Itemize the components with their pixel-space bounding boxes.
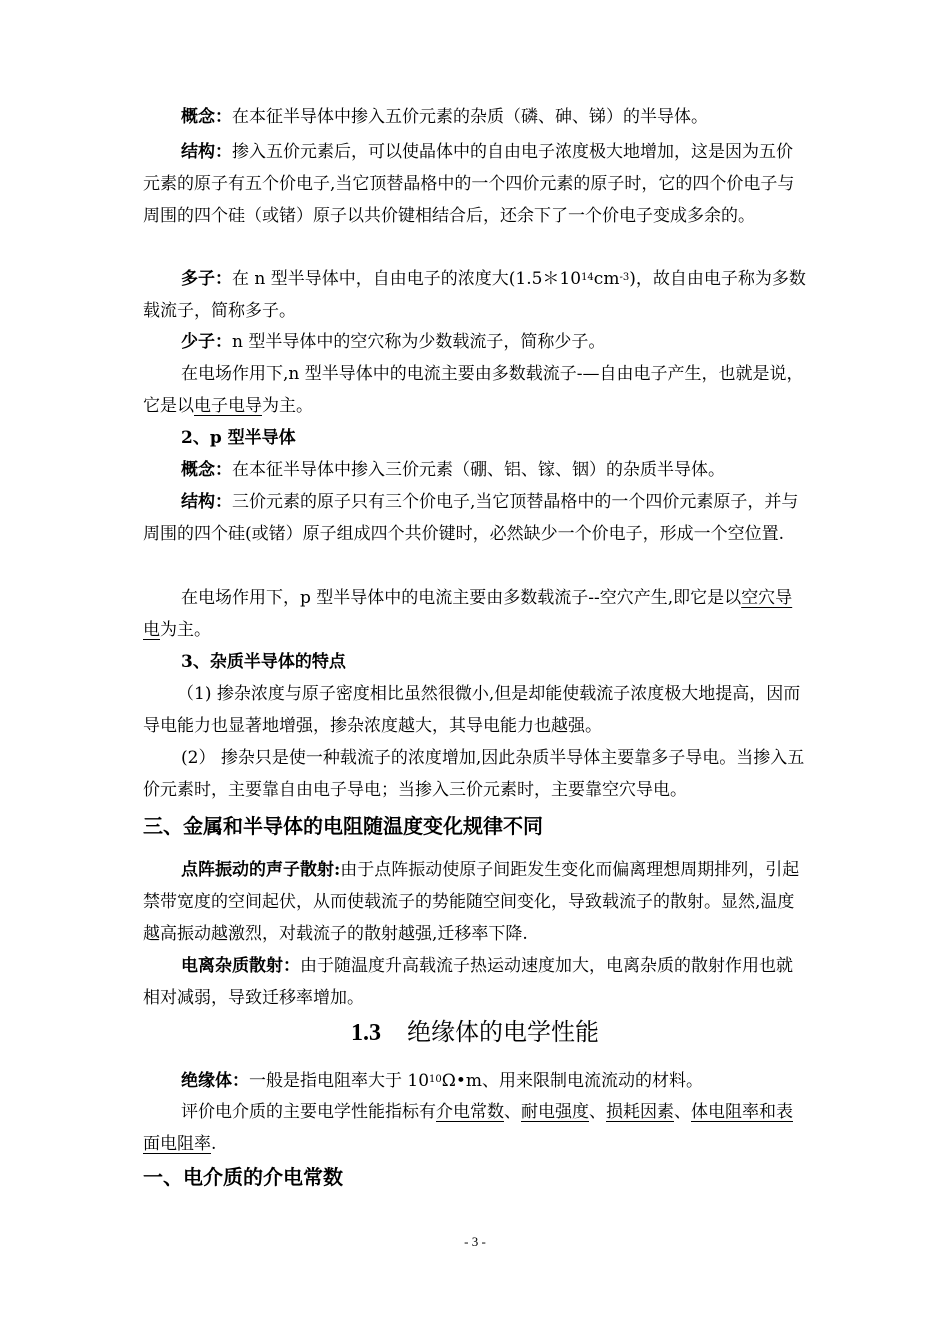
underlined-term: 损耗因素 [606, 1102, 674, 1122]
term-label: 结构： [181, 142, 232, 162]
page-number: - 3 - [464, 1234, 486, 1249]
paragraph-text: )，故自由电子称为多数载流子，简称多子。 [143, 269, 806, 321]
section-title: 绝缘体的电学性能 [407, 1018, 599, 1046]
paragraph-n-type-current [143, 358, 808, 422]
paragraph-text: 评价电介质的主要电学性能指标有 [181, 1102, 436, 1122]
paragraph-minority-carrier [143, 326, 808, 358]
section-heading [0, 1014, 950, 1051]
underlined-term: 体电阻率和表面电阻率 [143, 1102, 793, 1154]
term-label: 概念： [181, 107, 232, 127]
paragraph-text: 为主。 [160, 620, 211, 640]
paragraph-text: 一般是指电阻率大于 10 [249, 1071, 430, 1091]
underlined-term: 空穴导电 [143, 588, 793, 640]
paragraph-text: 在电场作用下，p 型半导体中的电流主要由多数载流子--空穴产生,即它是以 [181, 588, 742, 608]
underlined-term: 介电常数 [436, 1102, 504, 1122]
paragraph-phonon-scattering [143, 854, 808, 950]
paragraph-dielectric-indicators [143, 1096, 808, 1160]
paragraph-n-type-structure [143, 136, 808, 232]
paragraph-text: 在本征半导体中掺入三价元素（硼、铝、镓、铟）的杂质半导体。 [232, 460, 725, 480]
superscript: 10 [429, 1074, 442, 1085]
heading-p-type: 2、p 型半导体 [181, 428, 296, 448]
paragraph-text: 在本征半导体中掺入五价元素的杂质（磷、砷、锑）的半导体。 [232, 107, 708, 127]
superscript: -3 [619, 272, 630, 283]
term-label: 点阵振动的声子散射: [181, 860, 341, 880]
heading-dielectric-constant: 一、电介质的介电常数 [143, 1165, 343, 1189]
term-label: 电离杂质散射： [181, 956, 300, 976]
paragraph-text: Ω•m、用来限制电流流动的材料。 [441, 1071, 704, 1091]
underlined-term: 耐电强度 [521, 1102, 589, 1122]
paragraph-text: 在 n 型半导体中，自由电子的浓度大(1.5＊10 [232, 269, 582, 289]
separator: 、 [589, 1102, 606, 1122]
paragraph-text: 三价元素的原子只有三个价电子,当它顶替晶格中的一个四价元素原子，并与周围的四个硅(或锗）原子组成四个共价键时，必然缺少一个价电子，形成一个空位置. [143, 492, 799, 544]
superscript: 14 [581, 272, 594, 283]
section-number: 1.3 [351, 1020, 381, 1046]
paragraph-majority-carrier [143, 262, 808, 327]
paragraph-p-type-structure [143, 486, 808, 550]
heading-metal-semiconductor: 三、金属和半导体的电阻随温度变化规律不同 [143, 814, 543, 838]
separator: 、 [674, 1102, 691, 1122]
paragraph-p-type-current [143, 582, 808, 646]
paragraph-p-type-concept [143, 454, 808, 486]
separator: 、 [504, 1102, 521, 1122]
underlined-term: 电子电导 [194, 396, 262, 416]
paragraph-insulator-definition [143, 1064, 808, 1097]
paragraph-text: 由于随温度升高载流子热运动速度加大，电离杂质的散射作用也就相对减弱，导致迁移率增加。 [143, 956, 793, 1008]
paragraph-text: n 型半导体中的空穴称为少数载流子，简称少子。 [232, 332, 606, 352]
term-label: 少子： [181, 332, 232, 352]
paragraph-text: 为主。 [262, 396, 313, 416]
term-label: 结构： [181, 492, 232, 512]
term-label: 多子： [181, 269, 232, 289]
paragraph-ionized-impurity-scattering [143, 950, 808, 1014]
paragraph-text: 掺入五价元素后，可以使晶体中的自由电子浓度极大地增加，这是因为五价元素的原子有五个价电子,当它顶替晶格中的一个四价元素的原子时，它的四个价电子与周围的四个硅（或锗）原子以共价键相结合后，还余下了一个价电子变成多余的。 [143, 142, 795, 226]
paragraph-n-type-concept [143, 101, 808, 133]
paragraph-text: 在电场作用下,n 型半导体中的电流主要由多数载流子-—自由电子产生，也就是说，它是以 [143, 364, 804, 416]
heading-impurity-features: 3、杂质半导体的特点 [181, 652, 346, 672]
term-label: 绝缘体： [181, 1071, 249, 1091]
paragraph-text: . [211, 1134, 217, 1154]
paragraph-feature-1: （1) 掺杂浓度与原子密度相比虽然很微小,但是却能使载流子浓度极大地提高，因而导电能力也显著地增强，掺杂浓度越大，其导电能力也越强。 [143, 684, 801, 736]
paragraph-text: 由于点阵振动使原子间距发生变化而偏离理想周期排列，引起禁带宽度的空间起伏，从而使载流子的势能随空间变化，导致载流子的散射。显然,温度越高振动越激烈，对载流子的散射越强,迁移率下降. [143, 860, 800, 944]
term-label: 概念： [181, 460, 232, 480]
paragraph-feature-2: (2） 掺杂只是使一种载流子的浓度增加,因此杂质半导体主要靠多子导电。当掺入五价元素时，主要靠自由电子导电；当掺入三价元素时，主要靠空穴导电。 [143, 748, 805, 800]
paragraph-text: cm [593, 269, 620, 289]
